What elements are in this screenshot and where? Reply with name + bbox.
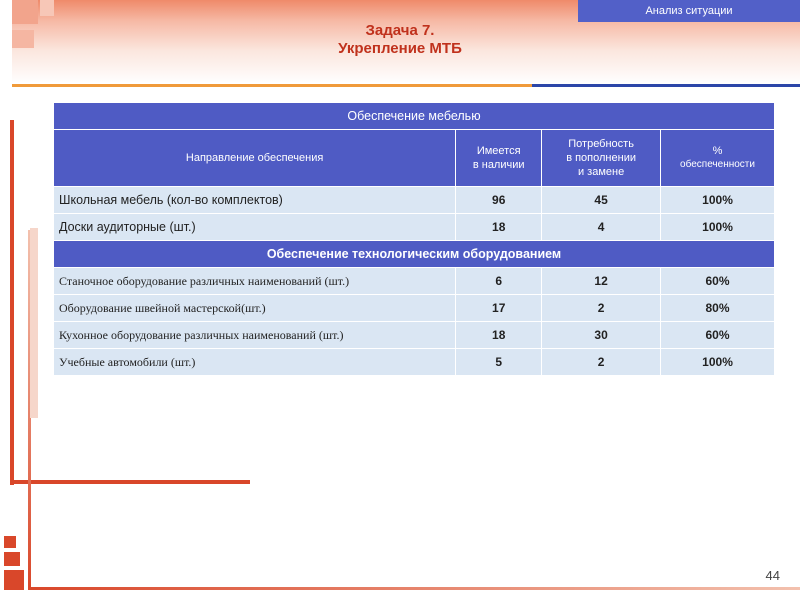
column-header-need-line2: в пополнении bbox=[566, 152, 636, 164]
decor-square bbox=[40, 0, 54, 16]
row-need: 2 bbox=[542, 349, 661, 376]
header-divider-blue bbox=[532, 84, 800, 87]
column-header-available bbox=[456, 130, 542, 187]
row-name: Кухонное оборудование различных наименований (шт.) bbox=[54, 322, 456, 349]
row-need: 45 bbox=[542, 187, 661, 214]
row-need: 12 bbox=[542, 268, 661, 295]
decor-square bbox=[4, 536, 16, 548]
row-percent: 100% bbox=[661, 214, 775, 241]
column-header-available-line1: Имеется bbox=[476, 145, 521, 157]
table-row bbox=[54, 187, 775, 214]
row-need: 2 bbox=[542, 295, 661, 322]
column-header-need bbox=[542, 130, 661, 187]
decor-block-pale bbox=[30, 228, 38, 418]
row-percent: 100% bbox=[661, 187, 775, 214]
decor-square bbox=[12, 0, 38, 24]
column-header-available-line2: в наличии bbox=[472, 159, 525, 171]
section-header-furniture: Обеспечение мебелью bbox=[54, 103, 775, 130]
column-header-percent bbox=[661, 130, 775, 187]
column-header-need-line3: и замене bbox=[577, 166, 625, 178]
title-line-1: Задача 7. bbox=[365, 22, 435, 39]
row-name: Школьная мебель (кол-во комплектов) bbox=[54, 187, 456, 214]
supply-table bbox=[53, 102, 775, 376]
section-tab: Анализ ситуации bbox=[578, 0, 800, 22]
row-percent: 60% bbox=[661, 268, 775, 295]
row-percent: 80% bbox=[661, 295, 775, 322]
header-divider-orange bbox=[12, 84, 532, 87]
row-need: 4 bbox=[542, 214, 661, 241]
row-name: Учебные автомобили (шт.) bbox=[54, 349, 456, 376]
table-row bbox=[54, 349, 775, 376]
row-percent: 60% bbox=[661, 322, 775, 349]
section-header-equipment: Обеспечение технологическим оборудованием bbox=[54, 241, 775, 268]
row-available: 18 bbox=[456, 214, 542, 241]
frame-left bbox=[10, 120, 14, 485]
row-need: 30 bbox=[542, 322, 661, 349]
row-available: 6 bbox=[456, 268, 542, 295]
table-row bbox=[54, 214, 775, 241]
row-percent: 100% bbox=[661, 349, 775, 376]
frame2-bottom bbox=[28, 587, 800, 590]
row-available: 5 bbox=[456, 349, 542, 376]
row-available: 96 bbox=[456, 187, 542, 214]
row-available: 17 bbox=[456, 295, 542, 322]
table-row bbox=[54, 295, 775, 322]
column-header-percent-line1: % bbox=[712, 145, 723, 157]
row-available: 18 bbox=[456, 322, 542, 349]
row-name: Доски аудиторные (шт.) bbox=[54, 214, 456, 241]
table-row bbox=[54, 268, 775, 295]
table-row bbox=[54, 322, 775, 349]
row-name: Станочное оборудование различных наименований (шт.) bbox=[54, 268, 456, 295]
frame-bottom bbox=[10, 480, 250, 484]
decor-square bbox=[4, 552, 20, 566]
row-name: Оборудование швейной мастерской(шт.) bbox=[54, 295, 456, 322]
column-header-percent-line2: обеспеченности bbox=[680, 159, 755, 170]
page-number: 44 bbox=[765, 568, 780, 583]
decor-square bbox=[4, 570, 24, 590]
column-header-direction: Направление обеспечения bbox=[54, 130, 456, 187]
title-line-2: Укрепление МТБ bbox=[338, 40, 462, 57]
slide-title bbox=[0, 22, 800, 58]
column-header-need-line1: Потребность bbox=[568, 138, 634, 150]
